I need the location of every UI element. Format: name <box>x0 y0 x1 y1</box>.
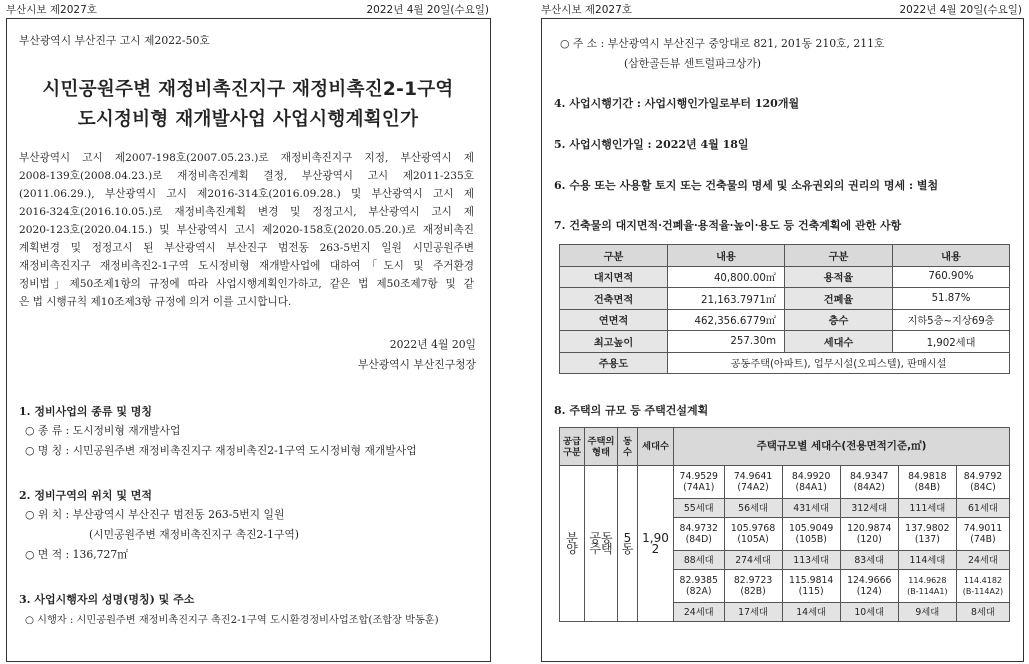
row-value: 40,800.00㎡ <box>668 266 785 288</box>
count-cell: 113세대 <box>782 551 840 570</box>
notice-signer: 부산광역시 부산진구청장 <box>357 358 476 371</box>
area-cell: 84.9732 (84D) <box>674 518 725 551</box>
row-label: 층수 <box>785 309 893 331</box>
header-cell: 주택규모별 세대수(전용면적기준,㎡) <box>674 428 1010 466</box>
body-line: 2020-123호(2020.04.15.) 및 부산광역시 고시 제2020-158호(2020.05.20.)로 재정비촉진 <box>19 224 474 236</box>
section-1-heading: 1. 정비사업의 종류 및 명칭 <box>19 405 153 418</box>
body-line: 재정비촉진지구 재정비촉진2-1구역 도시정비형 재개발사업에 대하여「도시 및 주거환경 <box>19 260 474 272</box>
section-3-address-sub: (삼한골든뷰 센트럴파크상가) <box>624 57 762 70</box>
area-cell: 114.9628 (B-114A1) <box>898 570 956 603</box>
table-row <box>560 288 1010 310</box>
body-line: 계획변경 및 정정고시 된 부산광역시 부산진구 범전동 263-5번지 일원 시민공원주변 <box>19 242 474 254</box>
area-cell: 114.4182 (B-114A2) <box>956 570 1009 603</box>
body-line: 2016-324호(2016.10.05.)로 재정비촉진계획 변경 및 정정고시, 부산광역시 고시 제 <box>19 206 474 218</box>
count-cell: 14세대 <box>782 603 840 622</box>
count-cell: 274세대 <box>724 551 782 570</box>
row-value: 257.30m <box>668 331 785 353</box>
row-value: 지하5층~지상69층 <box>893 309 1010 331</box>
area-cell: 115.9814 (115) <box>782 570 840 603</box>
section-2-heading: 2. 정비구역의 위치 및 면적 <box>19 489 153 502</box>
count-cell: 83세대 <box>840 551 898 570</box>
section-8-heading: 8. 주택의 규모 등 주택건설계획 <box>554 404 709 417</box>
area-cell: 74.9011 (74B) <box>956 518 1009 551</box>
row-label: 용적율 <box>785 266 893 288</box>
section-2-area: ○ 면 적 : 136,727㎡ <box>25 548 129 561</box>
area-cell: 82.9723 (82B) <box>724 570 782 603</box>
count-cell: 312세대 <box>840 499 898 518</box>
header-cell: 구분 <box>785 245 893 267</box>
area-cell: 74.9641 (74A2) <box>724 466 782 499</box>
count-cell: 431세대 <box>782 499 840 518</box>
section-5-heading: 5. 사업시행인가일 : 2022년 4월 18일 <box>554 138 749 151</box>
section-3-implementer: ○ 시행자 : 시민공원주변 재정비촉진지구 촉진2-1구역 도시환경정비사업조합(조합장 박동훈) <box>25 615 439 626</box>
section-1-type: ○ 종 류 : 도시정비형 재개발사업 <box>25 424 181 437</box>
row-label: 건폐율 <box>785 288 893 310</box>
table-row <box>560 266 1010 288</box>
count-cell: 24세대 <box>674 603 725 622</box>
area-cell: 84.9920 (84A1) <box>782 466 840 499</box>
row-value: 462,356.6779㎡ <box>668 309 785 331</box>
row-label: 세대수 <box>785 331 893 353</box>
body-line-last: 은 법 시행규칙 제10조제3항 규정에 의거 이를 고시합니다. <box>19 296 292 308</box>
section-3-heading: 3. 사업시행자의 성명(명칭) 및 주소 <box>19 593 195 606</box>
area-cell: 82.9385 (82A) <box>674 570 725 603</box>
row-label: 건축면적 <box>560 288 668 310</box>
notice-number: 부산광역시 부산진구 고시 제2022-50호 <box>19 34 210 47</box>
table-row <box>560 331 1010 353</box>
building-plan-table <box>559 244 1010 374</box>
notice-date: 2022년 4월 20일 <box>389 338 476 351</box>
count-cell: 17세대 <box>724 603 782 622</box>
area-cell: 84.9792 (84C) <box>956 466 1009 499</box>
header-cell: 내용 <box>668 245 785 267</box>
body-line: (2011.06.29.), 부산광역시 고시 제2016-314호(2016.09.28.) 및 부산광역시 고시 제 <box>19 188 474 200</box>
row-label: 연면적 <box>560 309 668 331</box>
area-cell: 84.9818 (84B) <box>898 466 956 499</box>
section-2-location-sub: (시민공원주변 재정비촉진지구 촉진2-1구역) <box>89 528 299 541</box>
row-value: 1,902세대 <box>893 331 1010 353</box>
area-cell: 105.9049 (105B) <box>782 518 840 551</box>
table-row <box>560 352 1010 374</box>
section-1-name: ○ 명 칭 : 시민공원주변 재정비촉진지구 재정비촉진2-1구역 도시정비형 재개발사업 <box>25 444 417 457</box>
running-header-right <box>541 2 1024 18</box>
row-value: 공동주택(아파트), 업무시설(오피스텔), 판매시설 <box>668 352 1010 374</box>
row-value: 21,163.7971㎡ <box>668 288 785 310</box>
running-header-left <box>6 2 491 18</box>
area-cell: 124.9666 (124) <box>840 570 898 603</box>
section-6-heading: 6. 수용 또는 사용할 토지 또는 건축물의 명세 및 소유권외의 권리의 명세 : 별첨 <box>554 179 939 192</box>
header-cell: 동 수 <box>618 428 638 466</box>
row-label: 대지면적 <box>560 266 668 288</box>
table-header-row <box>560 245 1010 267</box>
housing-plan-table <box>559 427 1010 622</box>
header-cell: 공급 구분 <box>560 428 585 466</box>
count-cell: 55세대 <box>674 499 725 518</box>
area-cell: 105.9768 (105A) <box>724 518 782 551</box>
count-cell: 111세대 <box>898 499 956 518</box>
area-cell: 137.9802 (137) <box>898 518 956 551</box>
row-label: 주용도 <box>560 352 668 374</box>
gazette-date: 2022년 4월 20일(수요일) <box>899 4 1022 16</box>
right-page <box>541 18 1024 662</box>
households-cell: 1,90 2 <box>638 466 674 622</box>
body-line: 부산광역시 고시 제2007-198호(2007.05.23.)로 재정비촉진지구 지정, 부산광역시 제 <box>19 152 474 164</box>
notice-title-line2: 도시정비형 재개발사업 사업시행계획인가 <box>77 109 419 130</box>
table-row <box>560 466 1010 499</box>
count-cell: 10세대 <box>840 603 898 622</box>
count-cell: 8세대 <box>956 603 1009 622</box>
table-row <box>560 309 1010 331</box>
area-cell: 120.9874 (120) <box>840 518 898 551</box>
gazette-date: 2022년 4월 20일(수요일) <box>366 4 489 16</box>
dong-cell: 5 동 <box>618 466 638 622</box>
table-header-row <box>560 428 1010 466</box>
section-2-location: ○ 위 치 : 부산광역시 부산진구 범전동 263-5번지 일원 <box>25 508 285 521</box>
count-cell: 61세대 <box>956 499 1009 518</box>
header-cell: 구분 <box>560 245 668 267</box>
gazette-title: 부산시보 제2027호 <box>541 4 632 16</box>
gazette-title: 부산시보 제2027호 <box>6 4 97 16</box>
row-value: 760.90% <box>893 266 1010 288</box>
section-7-heading: 7. 건축물의 대지면적·건폐율·용적율·높이·용도 등 건축계획에 관한 사항 <box>554 219 902 232</box>
count-cell: 56세대 <box>724 499 782 518</box>
left-page <box>6 18 491 662</box>
header-cell: 내용 <box>893 245 1010 267</box>
body-line: 정비법」제50조제1항의 규정에 따라 사업시행계획인가하고, 같은 법 제50조제7항 및 같 <box>19 278 474 290</box>
supply-cell: 분 양 <box>560 466 585 622</box>
count-cell: 114세대 <box>898 551 956 570</box>
section-4-heading: 4. 사업시행기간 : 사업시행인가일로부터 120개월 <box>554 97 800 110</box>
type-cell: 공동 주택 <box>585 466 618 622</box>
body-line: 2008-139호(2008.04.23.)로 재정비촉진계획 결정, 부산광역시 고시 제2011-235호 <box>19 170 474 182</box>
section-3-address: ○ 주 소 : 부산광역시 부산진구 중앙대로 821, 201동 210호, 211호 <box>560 37 885 50</box>
row-value: 51.87% <box>893 288 1010 310</box>
area-cell: 84.9347 (84A2) <box>840 466 898 499</box>
count-cell: 9세대 <box>898 603 956 622</box>
area-cell: 74.9529 (74A1) <box>674 466 725 499</box>
notice-title-line1: 시민공원주변 재정비촉진지구 재정비촉진2-1구역 <box>42 79 454 100</box>
header-cell: 주택의 형태 <box>585 428 618 466</box>
count-cell: 88세대 <box>674 551 725 570</box>
header-cell: 세대수 <box>638 428 674 466</box>
count-cell: 24세대 <box>956 551 1009 570</box>
row-label: 최고높이 <box>560 331 668 353</box>
